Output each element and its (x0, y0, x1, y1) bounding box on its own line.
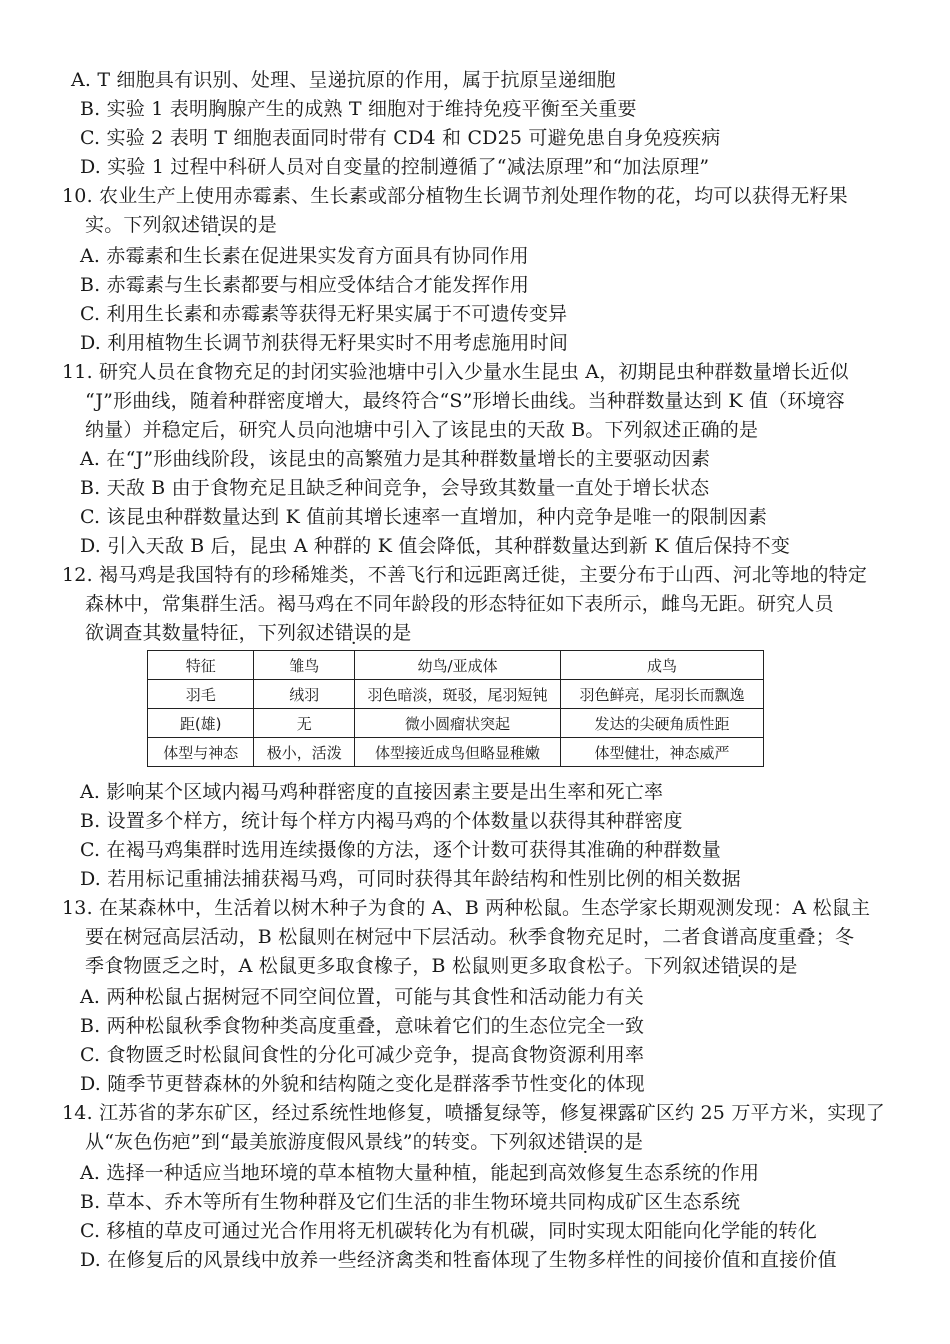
q12-option-d: D. 若用标记重捕法捕获褐马鸡，可同时获得其年龄结构和性别比例的相关数据 (80, 868, 741, 890)
q9-option-a: A. T 细胞具有识别、处理、呈递抗原的作用，属于抗原呈递细胞 (71, 69, 616, 91)
table-cell: 体型健壮，神态威严 (561, 738, 764, 767)
table-cell: 绒羽 (254, 680, 355, 709)
table-cell: 距(雄) (148, 709, 254, 738)
q14-option-a: A. 选择一种适应当地环境的草本植物大量种植，能起到高效修复生态系统的作用 (80, 1162, 760, 1184)
q13-stem-line-2: 要在树冠高层活动，B 松鼠则在树冠中下层活动。秋季食物充足时，二者食谱高度重叠；冬 (85, 926, 855, 948)
table-cell: 体型接近成鸟但略显稚嫩 (355, 738, 561, 767)
q14-stem-line-2: 从“灰色伤疤”到“最美旅游度假风景线”的转变。下列叙述错误的是 (85, 1131, 644, 1153)
q9-option-d: D. 实验 1 过程中科研人员对自变量的控制遵循了“减法原理”和“加法原理” (80, 156, 710, 178)
table-cell: 极小，活泼 (254, 738, 355, 767)
q10-option-b: B. 赤霉素与生长素都要与相应受体结合才能发挥作用 (80, 274, 530, 296)
table-cell: 羽色鲜亮，尾羽长而飘逸 (561, 680, 764, 709)
q9-option-c: C. 实验 2 表明 T 细胞表面同时带有 CD4 和 CD25 可避免患自身免疫疾病 (80, 127, 721, 149)
table-cell: 羽色暗淡，斑驳，尾羽短钝 (355, 680, 561, 709)
table-cell: 羽毛 (148, 680, 254, 709)
q11-option-d: D. 引入天敌 B 后，昆虫 A 种群的 K 值会降低，其种群数量达到新 K 值后保持不变 (80, 535, 791, 557)
q10-emphasis: 错误 (200, 214, 239, 236)
q11-stem-line-1: 11. 研究人员在食物充足的封闭实验池塘中引入少量水生昆虫 A，初期昆虫种群数量增长近似 (62, 361, 849, 383)
q13-option-d: D. 随季节更替森林的外貌和结构随之变化是群落季节性变化的体现 (80, 1073, 645, 1095)
table-header-cell: 成鸟 (561, 651, 764, 680)
q12-emphasis: 错误 (334, 622, 374, 644)
q10-stem-line-1: 10. 农业生产上使用赤霉素、生长素或部分植物生长调节剂处理作物的花，均可以获得无籽果 (62, 185, 848, 207)
q12-stem-line-3: 欲调查其数量特征，下列叙述错误的是 (85, 622, 412, 644)
q11-stem-line-3: 纳量）并稳定后，研究人员向池塘中引入了该昆虫的天敌 B。下列叙述正确的是 (85, 419, 759, 441)
q13-stem-line-1: 13. 在某森林中，生活着以树木种子为食的 A、B 两种松鼠。生态学家长期观测发现：A 松鼠主 (62, 897, 871, 919)
table-header-cell: 雏鸟 (254, 651, 355, 680)
q12-stem-line-1: 12. 褐马鸡是我国特有的珍稀雉类，不善飞行和远距离迁徙，主要分布于山西、河北等地的特定 (62, 564, 868, 586)
q13-stem-line-3: 季食物匮乏之时，A 松鼠更多取食橡子，B 松鼠则更多取食松子。下列叙述错误的是 (85, 955, 798, 977)
q14-option-b: B. 草本、乔木等所有生物种群及它们生活的非生物环境共同构成矿区生态系统 (80, 1191, 741, 1213)
table-cell: 体型与神态 (148, 738, 254, 767)
table-cell: 无 (254, 709, 355, 738)
q14-option-d: D. 在修复后的风景线中放养一些经济禽类和牲畜体现了生物多样性的间接价值和直接价值 (80, 1249, 837, 1271)
q14-stem-line-1: 14. 江苏省的茅东矿区，经过系统性地修复，喷播复绿等，修复裸露矿区约 25 万平方米，实现了 (62, 1102, 885, 1124)
q13-option-a: A. 两种松鼠占据树冠不同空间位置，可能与其食性和活动能力有关 (80, 986, 645, 1008)
q14-option-c: C. 移植的草皮可通过光合作用将无机碳转化为有机碳，同时实现太阳能向化学能的转化 (80, 1220, 817, 1242)
q12-stem-line-2: 森林中，常集群生活。褐马鸡在不同年龄段的形态特征如下表所示，雌鸟无距。研究人员 (85, 593, 834, 615)
q11-option-c: C. 该昆虫种群数量达到 K 值前其增长速率一直增加，种内竞争是唯一的限制因素 (80, 506, 768, 528)
q11-option-a: A. 在“J”形曲线阶段，该昆虫的高繁殖力是其种群数量增长的主要驱动因素 (80, 448, 711, 470)
q13-option-b: B. 两种松鼠秋季食物种类高度重叠，意味着它们的生态位完全一致 (80, 1015, 645, 1037)
q10-option-d: D. 利用植物生长调节剂获得无籽果实时不用考虑施用时间 (80, 332, 569, 354)
q10-option-c: C. 利用生长素和赤霉素等获得无籽果实属于不可遗传变异 (80, 303, 568, 325)
q12-option-c: C. 在褐马鸡集群时选用连续摄像的方法，逐个计数可获得其准确的种群数量 (80, 839, 721, 861)
q14-emphasis: 错误 (566, 1131, 605, 1153)
q12-option-a: A. 影响某个区域内褐马鸡种群密度的直接因素主要是出生率和死亡率 (80, 781, 664, 803)
table-header-row (148, 651, 764, 680)
table-cell: 微小圆瘤状突起 (355, 709, 561, 738)
q13-option-c: C. 食物匮乏时松鼠间食性的分化可减少竞争，提高食物资源利用率 (80, 1044, 645, 1066)
q13-emphasis: 错误 (720, 955, 760, 977)
q10-stem-line-2: 实。下列叙述错误的是 (85, 214, 278, 236)
q11-stem-line-2: “J”形曲线，随着种群密度增大，最终符合“S”形增长曲线。当种群数量达到 K 值（环境容 (85, 390, 845, 412)
q10-option-a: A. 赤霉素和生长素在促进果实发育方面具有协同作用 (80, 245, 529, 267)
trait-table (147, 650, 764, 767)
table-header-cell: 特征 (148, 651, 254, 680)
table-row (148, 709, 764, 738)
q11-option-b: B. 天敌 B 由于食物充足且缺乏种间竞争，会导致其数量一直处于增长状态 (80, 477, 710, 499)
table-row (148, 680, 764, 709)
q9-option-b: B. 实验 1 表明胸腺产生的成熟 T 细胞对于维持免疫平衡至关重要 (80, 98, 637, 120)
table-row (148, 738, 764, 767)
q12-option-b: B. 设置多个样方，统计每个样方内褐马鸡的个体数量以获得其种群密度 (80, 810, 683, 832)
table-cell: 发达的尖硬角质性距 (561, 709, 764, 738)
table-header-cell: 幼鸟/亚成体 (355, 651, 561, 680)
